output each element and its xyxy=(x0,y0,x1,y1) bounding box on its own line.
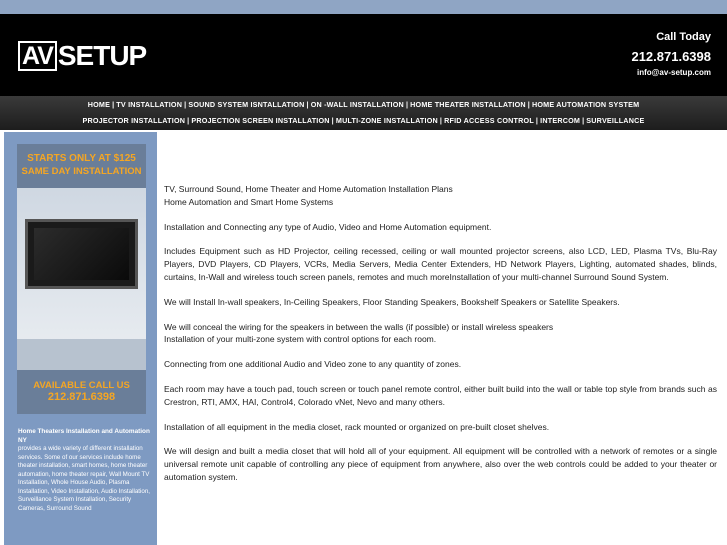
promo-same-day-text: SAME DAY INSTALLATION xyxy=(21,166,142,177)
nav-separator: | xyxy=(535,116,539,125)
content-paragraph: TV, Surround Sound, Home Theater and Home Automation Installation Plans Home Automation and Smart Home Systems xyxy=(164,184,453,207)
promo-banner[interactable] xyxy=(17,144,146,403)
content-paragraph: We will design and built a media closet that will hold all of your equipment. All equipment will be controlled with a network of remotes or a single universal remote unit capable of controlling any piece of equipment from anywhere, also over the web controls could be added to your theater or automation system. xyxy=(164,446,717,482)
nav-separator: | xyxy=(187,116,190,125)
logo-av: AV xyxy=(18,41,57,71)
nav-separator: | xyxy=(405,100,409,109)
call-today-label: Call Today xyxy=(656,31,711,43)
header-email-link[interactable]: info@av-setup.com xyxy=(636,68,711,77)
sidebar-title: Home Theaters Installation and Automation NY xyxy=(18,428,150,444)
nav-multi-zone-installation[interactable]: MULTI-ZONE INSTALLATION xyxy=(335,116,438,125)
sidebar-body: provides a wide variety of different installation services. Some of our services include home theater installation, smart homes, home theater automation, home theater repair, Wall Mount TV Installation, Whole House Audio, Plasma Installation, Video Installation, Audio Installation, Surveillance System Installation, Security Cameras, Surround Sound xyxy=(18,445,150,512)
content-paragraph: Connecting from one additional Audio and Video zone to any quantity of zones. xyxy=(164,359,462,370)
nav-separator: | xyxy=(184,100,187,109)
nav-surveillance[interactable]: SURVEILLANCE xyxy=(586,116,645,125)
nav-separator: | xyxy=(306,100,309,109)
nav-separator: | xyxy=(112,100,115,109)
sidebar-description xyxy=(18,428,150,513)
nav-tv-installation[interactable]: TV INSTALLATION xyxy=(116,100,183,109)
nav-rfid-access-control[interactable]: RFID ACCESS CONTROL xyxy=(444,116,534,125)
promo-price-text: STARTS ONLY AT $125 xyxy=(27,153,136,164)
nav-row-2 xyxy=(0,116,727,125)
nav-separator: | xyxy=(331,116,334,125)
sidebar xyxy=(4,132,157,545)
content-paragraph: Installation of all equipment in the media closet, rack mounted or organized on pre-built closet shelves. xyxy=(164,421,550,432)
contact-block xyxy=(631,31,711,77)
content-paragraph: We will conceal the wiring for the speakers in between the walls (if possible) or install wireless speakers Installation of your multi-zone system with control options for each room. xyxy=(164,321,554,345)
nav-separator: | xyxy=(582,116,585,125)
content-paragraph: We will Install In-wall speakers, In-Ceiling Speakers, Floor Standing Speakers, Bookshelf Speakers or Satellite Speakers. xyxy=(164,296,620,307)
content-paragraph: Installation and Connecting any type of Audio, Video and Home Automation equipment. xyxy=(164,221,492,232)
top-strip xyxy=(0,0,727,14)
main-navigation xyxy=(0,96,727,130)
nav-projection-screen-installation[interactable]: PROJECTION SCREEN INSTALLATION xyxy=(191,116,330,125)
nav-separator: | xyxy=(439,116,443,125)
content-paragraph: Includes Equipment such as HD Projector, ceiling recessed, ceiling or wall mounted projector screens, also LCD, LED, Plasma TVs, Blu-Ray Players, DVD Players, CD Players, VCRs, Media Servers, Media Center Extenders, HD Network Players, Lighting, automated shades, blinds, curtains, In-Wall and wireless touch screen panels, remotes and much moreInstallation of your multi-channel Surround Sound System. xyxy=(164,246,717,282)
nav-home-theater-installation[interactable]: HOME THEATER INSTALLATION xyxy=(410,100,526,109)
header-phone: 212.871.6398 xyxy=(631,49,711,64)
promo-available-text: AVAILABLE CALL US xyxy=(33,380,130,391)
nav-projector-installation[interactable]: PROJECTOR INSTALLATION xyxy=(82,116,186,125)
nav-row-1 xyxy=(0,100,727,109)
main-content xyxy=(164,183,717,496)
nav-home-automation-system[interactable]: HOME AUTOMATION SYSTEM xyxy=(531,100,640,109)
nav-intercom[interactable]: INTERCOM xyxy=(540,116,581,125)
logo-setup: SETUP xyxy=(57,40,147,71)
tv-screen xyxy=(34,228,129,280)
tv-image xyxy=(25,219,138,289)
nav-home[interactable]: HOME xyxy=(87,100,111,109)
logo[interactable] xyxy=(18,40,146,72)
nav-sound-system-installation[interactable]: SOUND SYSTEM ISNTALLATION xyxy=(188,100,305,109)
nav-separator: | xyxy=(527,100,530,109)
content-paragraph: Each room may have a touch pad, touch screen or touch panel remote control, either built build into the wall or table top style from brands such as Crestron, RTI, AMX, HAI, Control4, Colorado vNet, Nevo and many others. xyxy=(164,383,717,407)
promo-phone: 212.871.6398 xyxy=(47,391,116,403)
header xyxy=(0,14,727,96)
nav-on-wall-installation[interactable]: ON -WALL INSTALLATION xyxy=(310,100,404,109)
